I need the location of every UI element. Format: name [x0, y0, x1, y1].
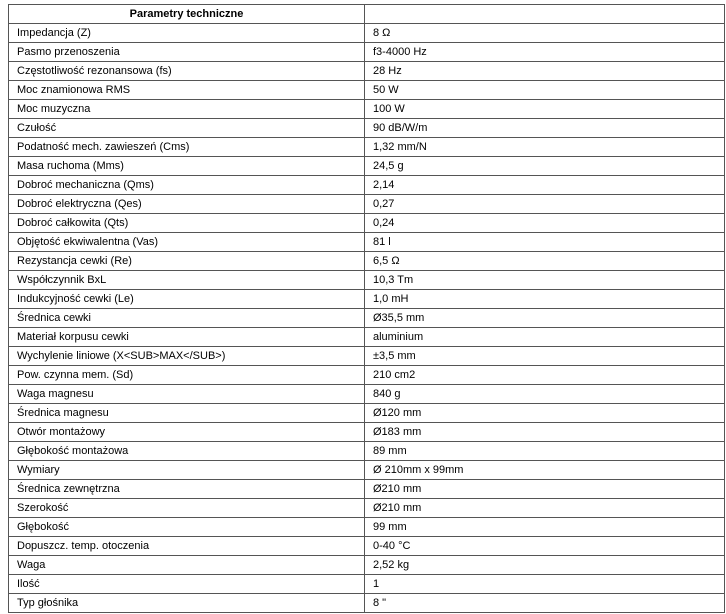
- parameter-name-cell: Rezystancja cewki (Re): [9, 252, 365, 271]
- parameter-name-cell: Indukcyjność cewki (Le): [9, 290, 365, 309]
- table-row: [9, 62, 725, 81]
- table-row: [9, 119, 725, 138]
- parameter-name-cell: Objętość ekwiwalentna (Vas): [9, 233, 365, 252]
- parameter-name-cell: Wychylenie liniowe (X<SUB>MAX</SUB>): [9, 347, 365, 366]
- parameter-value-cell: 1: [365, 575, 725, 594]
- parameter-name-cell: Moc muzyczna: [9, 100, 365, 119]
- parameter-name-cell: Głębokość montażowa: [9, 442, 365, 461]
- parameter-name-cell: Dopuszcz. temp. otoczenia: [9, 537, 365, 556]
- parameter-name-cell: Waga magnesu: [9, 385, 365, 404]
- parameter-name-cell: Otwór montażowy: [9, 423, 365, 442]
- parameter-name-cell: Ilość: [9, 575, 365, 594]
- table-header-row: [9, 5, 725, 24]
- table-row: [9, 195, 725, 214]
- table-header-title: Parametry techniczne: [9, 5, 365, 24]
- table-row: [9, 24, 725, 43]
- parameter-name-cell: Szerokość: [9, 499, 365, 518]
- table-row: [9, 100, 725, 119]
- parameter-value-cell: 0-40 °C: [365, 537, 725, 556]
- table-row: [9, 176, 725, 195]
- table-row: [9, 309, 725, 328]
- parameter-value-cell: ±3,5 mm: [365, 347, 725, 366]
- parameter-value-cell: 100 W: [365, 100, 725, 119]
- parameter-name-cell: Dobroć mechaniczna (Qms): [9, 176, 365, 195]
- table-header-empty: [365, 5, 725, 24]
- table-row: [9, 138, 725, 157]
- table-row: [9, 366, 725, 385]
- parameter-name-cell: Typ głośnika: [9, 594, 365, 613]
- parameter-name-cell: Głębokość: [9, 518, 365, 537]
- parameter-value-cell: 81 l: [365, 233, 725, 252]
- table-row: [9, 81, 725, 100]
- parameter-name-cell: Średnica magnesu: [9, 404, 365, 423]
- parameter-value-cell: 0,27: [365, 195, 725, 214]
- parameter-value-cell: Ø 210mm x 99mm: [365, 461, 725, 480]
- table-row: [9, 252, 725, 271]
- table-row: [9, 556, 725, 575]
- parameter-value-cell: aluminium: [365, 328, 725, 347]
- parameter-value-cell: 8 ": [365, 594, 725, 613]
- parameter-value-cell: 0,24: [365, 214, 725, 233]
- parameter-name-cell: Masa ruchoma (Mms): [9, 157, 365, 176]
- table-row: [9, 499, 725, 518]
- table-row: [9, 290, 725, 309]
- table-row: [9, 271, 725, 290]
- parameter-value-cell: 2,52 kg: [365, 556, 725, 575]
- parameter-name-cell: Współczynnik BxL: [9, 271, 365, 290]
- parameter-value-cell: 1,0 mH: [365, 290, 725, 309]
- parameter-value-cell: 89 mm: [365, 442, 725, 461]
- parameter-name-cell: Częstotliwość rezonansowa (fs): [9, 62, 365, 81]
- table-row: [9, 442, 725, 461]
- parameter-value-cell: 28 Hz: [365, 62, 725, 81]
- table-row: [9, 214, 725, 233]
- parameter-name-cell: Podatność mech. zawieszeń (Cms): [9, 138, 365, 157]
- spec-table: [8, 4, 725, 613]
- table-row: [9, 461, 725, 480]
- parameter-value-cell: 8 Ω: [365, 24, 725, 43]
- parameter-value-cell: 210 cm2: [365, 366, 725, 385]
- table-row: [9, 537, 725, 556]
- table-row: [9, 594, 725, 613]
- table-row: [9, 385, 725, 404]
- parameter-value-cell: 24,5 g: [365, 157, 725, 176]
- table-row: [9, 423, 725, 442]
- parameter-name-cell: Czułość: [9, 119, 365, 138]
- parameter-value-cell: 2,14: [365, 176, 725, 195]
- table-row: [9, 43, 725, 62]
- parameter-value-cell: 840 g: [365, 385, 725, 404]
- parameter-name-cell: Impedancja (Z): [9, 24, 365, 43]
- table-row: [9, 347, 725, 366]
- parameter-name-cell: Dobroć całkowita (Qts): [9, 214, 365, 233]
- parameter-name-cell: Waga: [9, 556, 365, 575]
- parameter-value-cell: Ø183 mm: [365, 423, 725, 442]
- table-row: [9, 575, 725, 594]
- parameter-value-cell: Ø120 mm: [365, 404, 725, 423]
- parameter-value-cell: Ø35,5 mm: [365, 309, 725, 328]
- spec-table-body: [9, 24, 725, 613]
- table-row: [9, 233, 725, 252]
- parameter-value-cell: Ø210 mm: [365, 480, 725, 499]
- parameter-value-cell: 1,32 mm/N: [365, 138, 725, 157]
- parameter-name-cell: Średnica zewnętrzna: [9, 480, 365, 499]
- parameter-name-cell: Wymiary: [9, 461, 365, 480]
- table-row: [9, 480, 725, 499]
- parameter-value-cell: 50 W: [365, 81, 725, 100]
- parameter-name-cell: Moc znamionowa RMS: [9, 81, 365, 100]
- parameter-value-cell: 6,5 Ω: [365, 252, 725, 271]
- parameter-name-cell: Dobroć elektryczna (Qes): [9, 195, 365, 214]
- parameter-name-cell: Pow. czynna mem. (Sd): [9, 366, 365, 385]
- spec-table-container: [8, 4, 725, 613]
- parameter-name-cell: Materiał korpusu cewki: [9, 328, 365, 347]
- table-row: [9, 328, 725, 347]
- table-row: [9, 404, 725, 423]
- parameter-value-cell: 90 dB/W/m: [365, 119, 725, 138]
- table-row: [9, 157, 725, 176]
- parameter-name-cell: Średnica cewki: [9, 309, 365, 328]
- parameter-value-cell: Ø210 mm: [365, 499, 725, 518]
- parameter-value-cell: 99 mm: [365, 518, 725, 537]
- table-row: [9, 518, 725, 537]
- parameter-name-cell: Pasmo przenoszenia: [9, 43, 365, 62]
- parameter-value-cell: f3-4000 Hz: [365, 43, 725, 62]
- parameter-value-cell: 10,3 Tm: [365, 271, 725, 290]
